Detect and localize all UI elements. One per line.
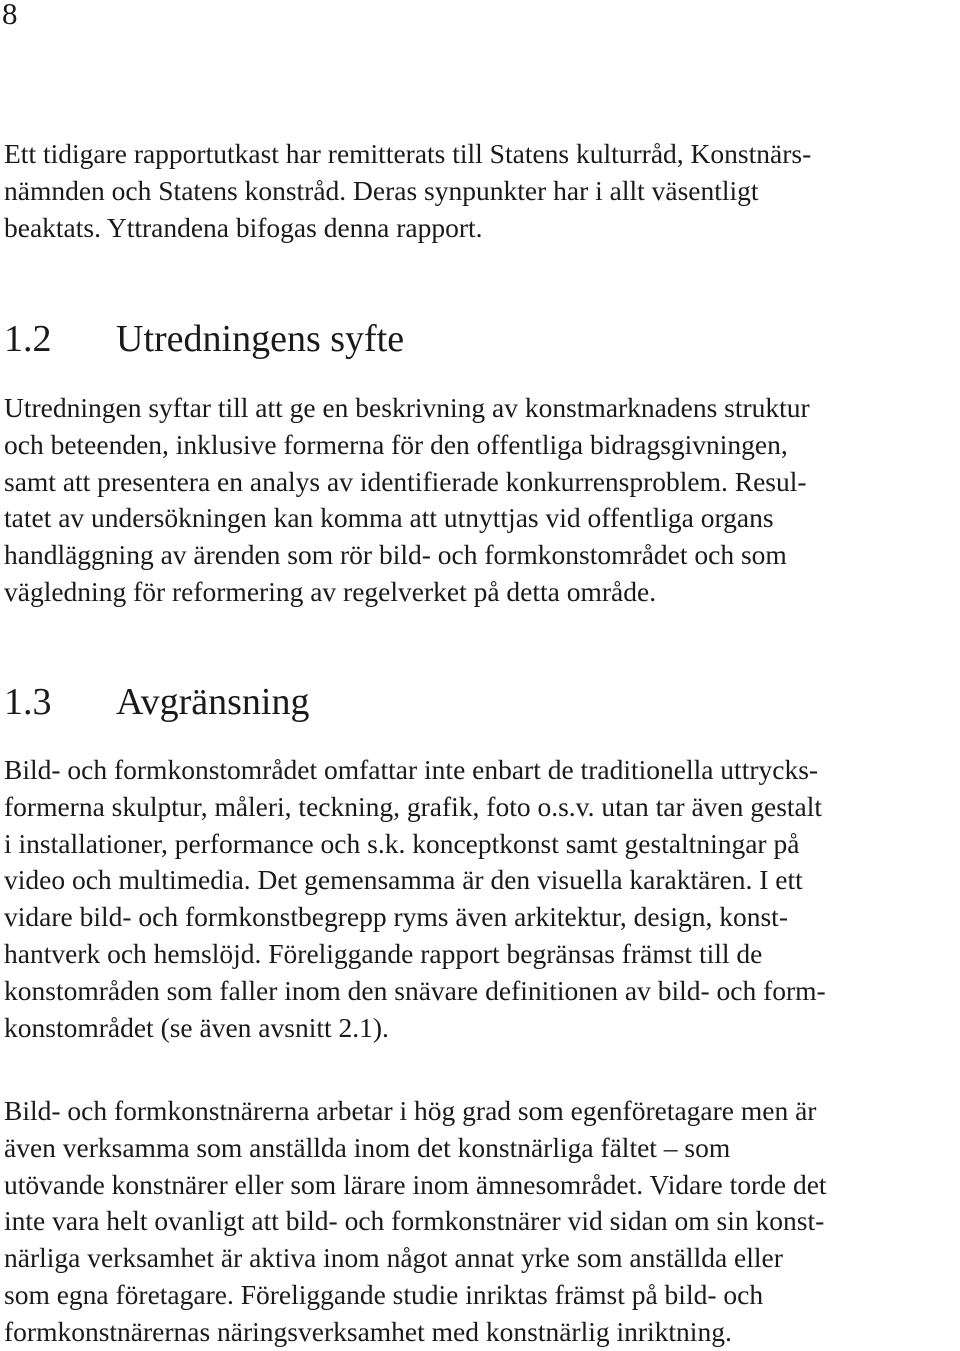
text-line: tatet av undersökningen kan komma att utnyttjas vid offentliga organs	[4, 502, 774, 534]
section-title: Avgränsning	[116, 681, 310, 723]
text-line: Utredningen syftar till att ge en beskrivning av konstmarknadens struktur	[4, 392, 810, 423]
text-line: hantverk och hemslöjd. Föreliggande rapport begränsas främst till de	[4, 937, 763, 969]
text-line: formkonstnärernas näringsverksamhet med konstnärlig inriktning.	[4, 1315, 732, 1347]
text-line: nämnden och Statens konstråd. Deras synpunkter har i allt väsentligt	[4, 174, 759, 206]
text-line: vidare bild- och formkonstbegrepp ryms även arkitektur, design, konst-	[4, 901, 788, 933]
page-number: 8	[2, 0, 18, 31]
scope-paragraph-1	[4, 752, 826, 1046]
text-line: närliga verksamhet är aktiva inom något annat yrke som anställda eller	[4, 1242, 783, 1274]
text-line: även verksamma som anställda inom det konstnärliga fältet – som	[4, 1131, 731, 1163]
text-line: formerna skulptur, måleri, teckning, grafik, foto o.s.v. utan tar även gestalt	[4, 790, 823, 822]
section-number: 1.3	[4, 681, 52, 723]
section-number: 1.2	[4, 318, 52, 360]
intro-paragraph	[4, 136, 811, 246]
text-line: handläggning av ärenden som rör bild- och formkonstområdet och som	[4, 539, 787, 571]
text-line: och beteenden, inklusive formerna för den offentliga bidragsgivningen,	[4, 428, 788, 460]
scope-paragraph-2	[4, 1093, 827, 1351]
text-line: Bild- och formkonstnärerna arbetar i hög grad som egenföretagare men är	[4, 1095, 817, 1126]
text-line: inte vara helt ovanligt att bild- och formkonstnärer vid sidan om sin konst-	[4, 1205, 825, 1237]
section-title: Utredningens syfte	[116, 318, 405, 360]
text-line: konstområdet (se även avsnitt 2.1).	[4, 1011, 389, 1043]
text-line: i installationer, performance och s.k. konceptkonst samt gestaltningar på	[4, 827, 800, 859]
text-line: Ett tidigare rapportutkast har remitterats till Statens kulturråd, Konstnärs-	[4, 138, 812, 169]
text-line: Bild- och formkonstområdet omfattar inte enbart de traditionella uttrycks-	[4, 754, 819, 785]
text-line: som egna företagare. Föreliggande studie inriktas främst på bild- och	[4, 1278, 764, 1310]
text-line: video och multimedia. Det gemensamma är den visuella karaktären. I ett	[4, 864, 803, 896]
text-line: samt att presentera en analys av identifierade konkurrensproblem. Resul-	[4, 465, 807, 497]
text-line: utövande konstnärer eller som lärare inom ämnesområdet. Vidare torde det	[4, 1168, 827, 1200]
text-line: beaktats. Yttrandena bifogas denna rapport.	[4, 211, 483, 243]
section-heading-1-2	[4, 317, 404, 361]
purpose-paragraph	[4, 390, 810, 611]
text-line: vägledning för reformering av regelverket på detta område.	[4, 575, 657, 607]
section-heading-1-3	[4, 680, 310, 724]
text-line: konstområden som faller inom den snävare definitionen av bild- och form-	[4, 974, 826, 1006]
